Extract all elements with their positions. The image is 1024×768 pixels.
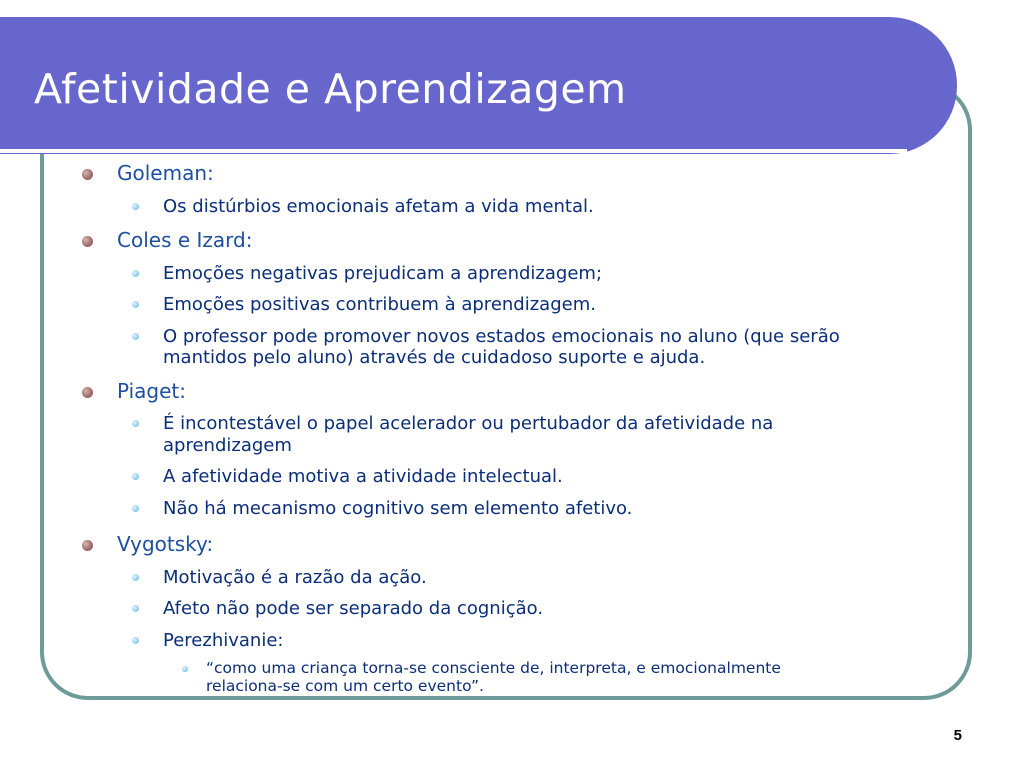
bullet-level2 [132, 203, 139, 210]
section-heading-vygotsky: Vygotsky: [117, 532, 214, 556]
bullet-level2 [132, 637, 139, 644]
bullet-level2 [132, 574, 139, 581]
section-heading-coles-izard: Coles e Izard: [117, 228, 253, 252]
list-subitem: “como uma criança torna-se consciente de, interpreta, e emocionalmente [206, 659, 781, 677]
list-subitem-continuation: relaciona-se com um certo evento”. [206, 677, 484, 695]
bullet-level3 [182, 666, 188, 672]
list-item: Afeto não pode ser separado da cognição. [163, 598, 544, 619]
bullet-level1 [82, 169, 93, 180]
bullet-level1 [82, 540, 93, 551]
bullet-level2 [132, 505, 139, 512]
bullet-level2 [132, 605, 139, 612]
section-heading-goleman: Goleman: [117, 161, 214, 185]
list-item: Perezhivanie: [163, 630, 284, 651]
bullet-level1 [82, 387, 93, 398]
list-item: Os distúrbios emocionais afetam a vida mental. [163, 196, 594, 217]
bullet-level2 [132, 270, 139, 277]
list-item: Não há mecanismo cognitivo sem elemento afetivo. [163, 498, 633, 519]
list-item-continuation: aprendizagem [163, 435, 292, 456]
section-heading-piaget: Piaget: [117, 379, 187, 403]
bullet-level2 [132, 473, 139, 480]
list-item: A afetividade motiva a atividade intelectual. [163, 466, 563, 487]
bullet-level2 [132, 420, 139, 427]
list-item-continuation: mantidos pelo aluno) através de cuidadoso suporte e ajuda. [163, 347, 706, 368]
list-item: Emoções positivas contribuem à aprendizagem. [163, 294, 596, 315]
bullet-level1 [82, 236, 93, 247]
list-item: Emoções negativas prejudicam a aprendizagem; [163, 263, 603, 284]
list-item: Motivação é a razão da ação. [163, 567, 427, 588]
list-item: O professor pode promover novos estados emocionais no aluno (que serão [163, 326, 840, 347]
page-number: 5 [953, 727, 962, 744]
slide-title: Afetividade e Aprendizagem [34, 65, 627, 113]
list-item: É incontestável o papel acelerador ou pertubador da afetividade na [163, 413, 774, 434]
bullet-level2 [132, 333, 139, 340]
bullet-level2 [132, 301, 139, 308]
